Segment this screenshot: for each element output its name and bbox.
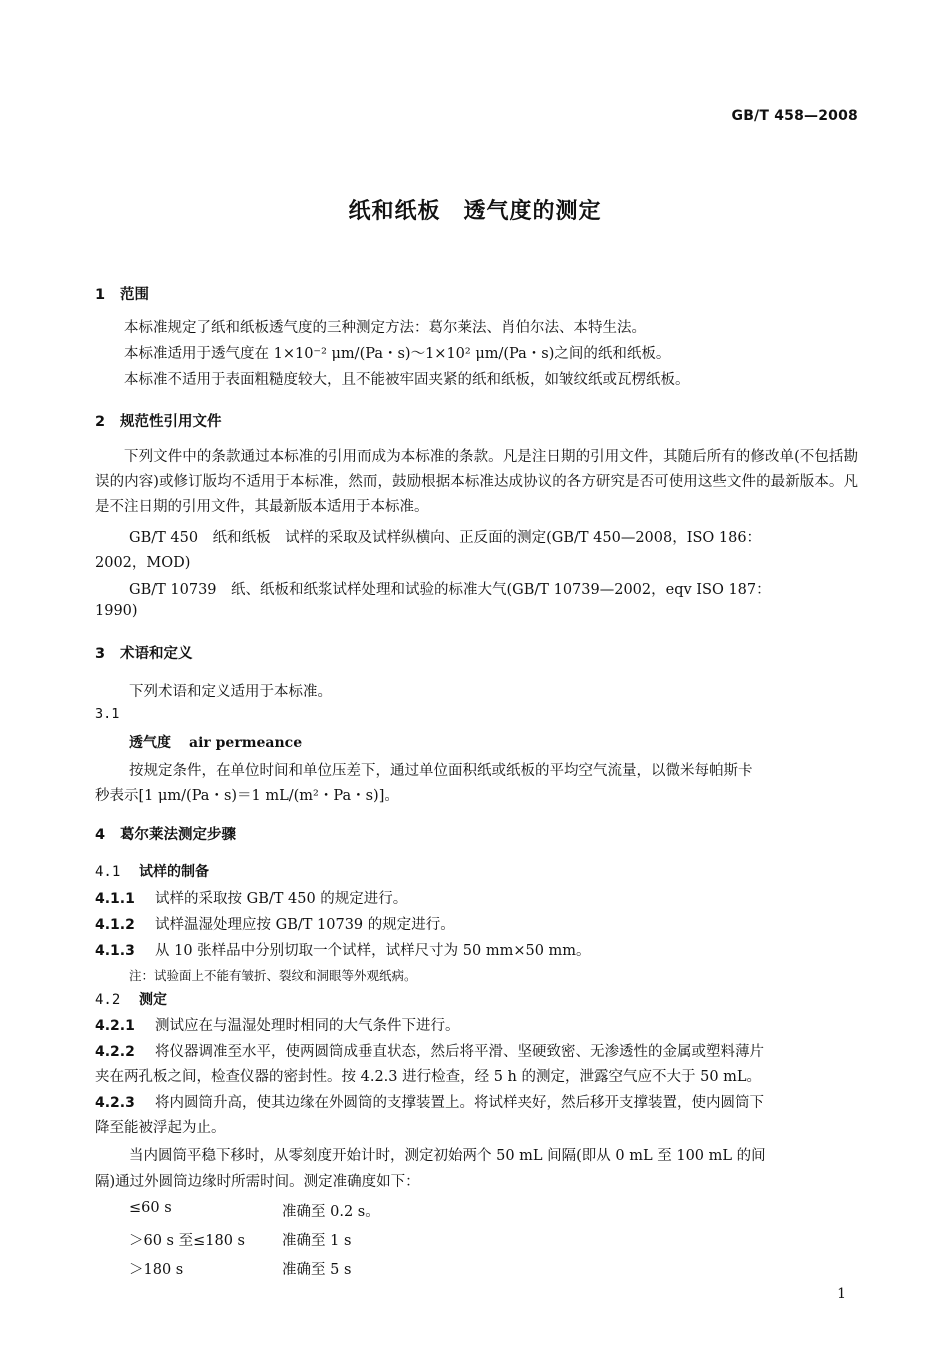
standard-number: GB/T 458—2008 bbox=[731, 108, 858, 124]
tolerance-accuracy: 准确至 1 s bbox=[282, 1233, 352, 1249]
section-title: 术语和定义 bbox=[120, 646, 193, 662]
section-number: 1 bbox=[95, 287, 106, 303]
tolerance-accuracy: 准确至 5 s bbox=[282, 1262, 352, 1278]
paragraph: 隔)通过外圆筒边缘时所需时间。测定准确度如下： bbox=[95, 1174, 420, 1190]
clause-text: 将内圆筒升高，使其边缘在外圆筒的支撑装置上。将试样夹好，然后移开支撑装置，使内圆筒下 bbox=[155, 1095, 764, 1111]
subsection-4-1-heading bbox=[95, 861, 209, 881]
subsection-title: 试样的制备 bbox=[139, 864, 209, 880]
section-1-heading bbox=[95, 283, 149, 304]
section-4-heading bbox=[95, 823, 236, 844]
section-2-heading bbox=[95, 410, 222, 431]
clause-text: 从 10 张样品中分别切取一个试样，试样尺寸为 50 mm×50 mm。 bbox=[155, 943, 591, 959]
clause-number: 3.1 bbox=[95, 706, 120, 722]
note: 注：试验面上不能有皱折、裂纹和洞眼等外观纸病。 bbox=[129, 968, 417, 983]
section-number: 2 bbox=[95, 414, 106, 430]
clause-number: 4.2.3 bbox=[95, 1095, 135, 1111]
subsection-title: 测定 bbox=[139, 992, 167, 1008]
clause-4-2-3 bbox=[95, 1091, 764, 1112]
term-english: air permeance bbox=[189, 735, 303, 751]
subsection-number: 4.1 bbox=[95, 864, 121, 880]
paragraph: 当内圆筒平稳下移时，从零刻度开始计时，测定初始两个 50 mL 间隔(即从 0 mL 至 100 mL 的间 bbox=[129, 1148, 766, 1164]
clause-number: 4.1.3 bbox=[95, 943, 135, 959]
subsection-number: 4.2 bbox=[95, 992, 121, 1008]
clause-4-2-2 bbox=[95, 1040, 764, 1061]
paragraph: 本标准规定了纸和纸板透气度的三种测定方法：葛尔莱法、肖伯尔法、本特生法。 bbox=[124, 320, 646, 336]
clause-text: 试样温湿处理应按 GB/T 10739 的规定进行。 bbox=[155, 917, 455, 933]
clause-continuation: 降至能被浮起为止。 bbox=[95, 1120, 226, 1136]
term-chinese: 透气度 bbox=[129, 735, 171, 751]
reference-line: 1990) bbox=[95, 603, 138, 619]
clause-text: 试样的采取按 GB/T 450 的规定进行。 bbox=[155, 891, 408, 907]
section-title: 范围 bbox=[120, 287, 149, 303]
clause-number: 4.1.2 bbox=[95, 917, 135, 933]
clause-4-1-2 bbox=[95, 913, 455, 934]
subsection-4-2-heading bbox=[95, 989, 167, 1009]
clause-continuation: 夹在两孔板之间，检查仪器的密封性。按 4.2.3 进行检查，经 5 h 的测定，泄露空气应不大于 50 mL。 bbox=[95, 1069, 762, 1085]
document-title: 纸和纸板 透气度的测定 bbox=[348, 199, 602, 224]
clause-number: 4.2.1 bbox=[95, 1018, 135, 1034]
section-number: 4 bbox=[95, 827, 106, 843]
paragraph: 下列术语和定义适用于本标准。 bbox=[129, 684, 332, 700]
clause-4-2-1 bbox=[95, 1014, 460, 1035]
definition-line: 秒表示[1 μm/(Pa・s)＝1 mL/(m²・Pa・s)]。 bbox=[95, 788, 399, 804]
reference-line: 2002，MOD) bbox=[95, 555, 191, 571]
definition-line: 按规定条件，在单位时间和单位压差下，通过单位面积纸或纸板的平均空气流量，以微米每帕斯卡 bbox=[129, 763, 753, 779]
clause-number: 4.2.2 bbox=[95, 1044, 135, 1060]
tolerance-range: ＞60 s 至≤180 s bbox=[129, 1233, 245, 1249]
clause-4-1-3 bbox=[95, 939, 591, 960]
tolerance-range: ＞180 s bbox=[129, 1262, 184, 1278]
clause-text: 将仪器调准至水平，使两圆筒成垂直状态，然后将平滑、坚硬致密、无渗透性的金属或塑料薄片 bbox=[155, 1044, 764, 1060]
section-number: 3 bbox=[95, 646, 106, 662]
section-3-heading bbox=[95, 642, 193, 663]
reference-line: GB/T 10739 纸、纸板和纸浆试样处理和试验的标准大气(GB/T 10739—2002，eqv ISO 187： bbox=[129, 582, 771, 598]
clause-number: 4.1.1 bbox=[95, 891, 135, 907]
clause-text: 测试应在与温湿处理时相同的大气条件下进行。 bbox=[155, 1018, 460, 1034]
page-number: 1 bbox=[837, 1286, 846, 1302]
paragraph: 本标准适用于透气度在 1×10⁻² μm/(Pa・s)～1×10² μm/(Pa・s)之间的纸和纸板。 bbox=[124, 346, 671, 362]
paragraph: 本标准不适用于表面粗糙度较大，且不能被牢固夹紧的纸和纸板，如皱纹纸或瓦楞纸板。 bbox=[124, 372, 690, 388]
paragraph: 下列文件中的条款通过本标准的引用而成为本标准的条款。凡是注日期的引用文件，其随后所有的修改单(不包括勘误的内容)或修订版均不适用于本标准，然而，鼓励根据本标准达成协议的各方研究是否可使用这些文件的最新版本。凡是不注日期的引用文件，其最新版本适用于本标准。 bbox=[95, 449, 858, 515]
tolerance-range: ≤60 s bbox=[129, 1200, 172, 1216]
clause-4-1-1 bbox=[95, 887, 407, 908]
tolerance-accuracy: 准确至 0.2 s。 bbox=[282, 1204, 380, 1220]
reference-line: GB/T 450 纸和纸板 试样的采取及试样纵横向、正反面的测定(GB/T 450—2008，ISO 186： bbox=[129, 530, 762, 546]
section-title: 规范性引用文件 bbox=[120, 414, 222, 430]
section-title: 葛尔莱法测定步骤 bbox=[120, 827, 236, 843]
term-entry bbox=[129, 732, 302, 752]
